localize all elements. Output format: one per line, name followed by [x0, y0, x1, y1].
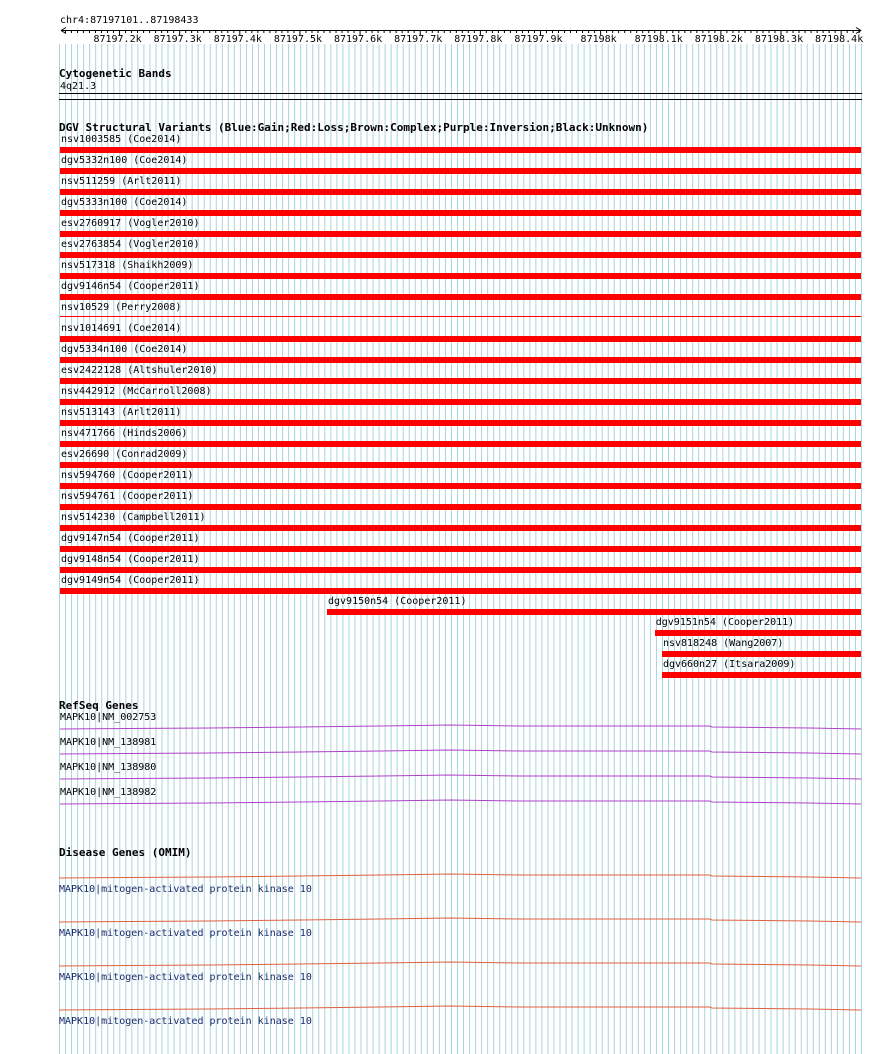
dgv-variant-label[interactable]: dgv9149n54 (Cooper2011): [61, 575, 200, 586]
dgv-variant-bar[interactable]: [60, 378, 861, 384]
omim-track-title: Disease Genes (OMIM): [59, 846, 192, 859]
cytoband-line-top: [59, 93, 862, 94]
dgv-variant-label[interactable]: nsv10529 (Perry2008): [61, 302, 182, 313]
omim-gene-path: [59, 962, 861, 966]
refseq-gene-label[interactable]: MAPK10|NM_138980: [60, 762, 157, 773]
dgv-variant-bar[interactable]: [60, 168, 861, 174]
refseq-gene-label[interactable]: MAPK10|NM_002753: [60, 712, 157, 723]
dgv-variant-bar[interactable]: [60, 231, 861, 237]
refseq-gene-path: [60, 750, 861, 754]
ruler-tick-label: 87197.8k: [454, 34, 503, 45]
dgv-variant-label[interactable]: dgv5333n100 (Coe2014): [61, 197, 188, 208]
dgv-variant-label[interactable]: dgv9151n54 (Cooper2011): [655, 617, 795, 628]
omim-gene-line[interactable]: [0, 1002, 890, 1012]
dgv-variant-bar[interactable]: [60, 316, 861, 317]
cytoband-line-bottom: [59, 99, 862, 100]
dgv-variant-label[interactable]: esv2760917 (Vogler2010): [61, 218, 200, 229]
dgv-variant-bar[interactable]: [60, 336, 861, 342]
dgv-variant-bar[interactable]: [60, 462, 861, 468]
dgv-variant-label[interactable]: nsv1003585 (Coe2014): [61, 134, 182, 145]
dgv-variant-bar[interactable]: [662, 651, 861, 657]
dgv-variant-label[interactable]: dgv5332n100 (Coe2014): [61, 155, 188, 166]
dgv-variant-label[interactable]: nsv818248 (Wang2007): [662, 638, 784, 649]
dgv-variant-bar[interactable]: [60, 567, 861, 573]
cytogenetic-bands-title: Cytogenetic Bands: [59, 67, 172, 80]
ruler-tick-label: 87198.4k: [815, 34, 864, 45]
dgv-variant-bar[interactable]: [60, 294, 861, 300]
dgv-variant-label[interactable]: nsv594760 (Cooper2011): [61, 470, 194, 481]
dgv-variant-label[interactable]: esv2422128 (Altshuler2010): [61, 365, 218, 376]
refseq-gene-line[interactable]: [0, 723, 890, 731]
omim-gene-label[interactable]: MAPK10|mitogen-activated protein kinase 10: [59, 884, 312, 895]
dgv-variant-label[interactable]: nsv511259 (Arlt2011): [61, 176, 182, 187]
dgv-variant-bar[interactable]: [60, 210, 861, 216]
ruler-tick-label: 87198.2k: [694, 34, 743, 45]
dgv-variant-label[interactable]: dgv9150n54 (Cooper2011): [328, 596, 467, 607]
dgv-variant-label[interactable]: esv2763854 (Vogler2010): [61, 239, 200, 250]
refseq-gene-line[interactable]: [0, 748, 890, 756]
dgv-variant-label[interactable]: dgv9148n54 (Cooper2011): [61, 554, 200, 565]
omim-gene-path: [59, 918, 861, 922]
dgv-variant-label[interactable]: dgv9146n54 (Cooper2011): [61, 281, 200, 292]
dgv-variant-bar[interactable]: [60, 483, 861, 489]
ruler-tick-label: 87197.6k: [333, 34, 383, 45]
dgv-variant-bar[interactable]: [60, 147, 861, 153]
refseq-track-title: RefSeq Genes: [59, 699, 139, 712]
refseq-gene-path: [60, 725, 861, 729]
omim-gene-label[interactable]: MAPK10|mitogen-activated protein kinase 10: [59, 972, 312, 983]
refseq-gene-line[interactable]: [0, 773, 890, 781]
dgv-variant-label[interactable]: nsv442912 (McCarroll2008): [61, 386, 212, 397]
ruler-tick-label: 87197.5k: [273, 34, 323, 45]
omim-gene-line[interactable]: [0, 870, 890, 880]
ruler-tick-label: 87197.7k: [394, 34, 443, 45]
dgv-variant-label[interactable]: esv26690 (Conrad2009): [61, 449, 188, 460]
dgv-variant-bar[interactable]: [60, 504, 861, 510]
dgv-variant-label[interactable]: nsv513143 (Arlt2011): [61, 407, 182, 418]
dgv-variant-label[interactable]: nsv517318 (Shaikh2009): [61, 260, 194, 271]
dgv-variant-bar[interactable]: [60, 189, 861, 195]
refseq-gene-label[interactable]: MAPK10|NM_138982: [60, 787, 157, 798]
dgv-variant-label[interactable]: nsv471766 (Hinds2006): [61, 428, 188, 439]
dgv-variant-bar[interactable]: [327, 609, 861, 615]
omim-gene-line[interactable]: [0, 958, 890, 968]
dgv-variant-bar[interactable]: [60, 252, 861, 258]
dgv-variant-bar[interactable]: [662, 672, 861, 678]
dgv-track-title: DGV Structural Variants (Blue:Gain;Red:Loss;Brown:Complex;Purple:Inversion;Black:Unknown): [59, 121, 649, 134]
dgv-variant-bar[interactable]: [60, 525, 861, 531]
ruler-tick-label: 87197.9k: [514, 34, 563, 45]
omim-gene-path: [59, 1006, 861, 1010]
refseq-gene-line[interactable]: [0, 798, 890, 806]
dgv-variant-bar[interactable]: [655, 630, 861, 636]
omim-gene-label[interactable]: MAPK10|mitogen-activated protein kinase 10: [59, 928, 312, 939]
dgv-variant-label[interactable]: nsv514230 (Campbell2011): [61, 512, 206, 523]
dgv-variant-label[interactable]: nsv1014691 (Coe2014): [61, 323, 182, 334]
omim-gene-line[interactable]: [0, 914, 890, 924]
ruler-tick-label: 87198.1k: [634, 34, 683, 45]
ruler-tick-label: 87198.3k: [754, 34, 804, 45]
dgv-variant-bar[interactable]: [60, 546, 861, 552]
refseq-gene-label[interactable]: MAPK10|NM_138981: [60, 737, 157, 748]
dgv-variant-bar[interactable]: [60, 441, 861, 447]
ruler-location: chr4:87197101..87198433: [60, 15, 199, 26]
dgv-variant-label[interactable]: dgv5334n100 (Coe2014): [61, 344, 188, 355]
omim-gene-label[interactable]: MAPK10|mitogen-activated protein kinase 10: [59, 1016, 312, 1027]
dgv-variant-label[interactable]: nsv594761 (Cooper2011): [61, 491, 194, 502]
cytoband-value: 4q21.3: [60, 81, 97, 92]
refseq-gene-path: [60, 775, 861, 779]
dgv-variant-label[interactable]: dgv9147n54 (Cooper2011): [61, 533, 200, 544]
ruler-tick-label: 87197.4k: [213, 34, 262, 45]
dgv-variant-bar[interactable]: [60, 273, 861, 279]
dgv-variant-bar[interactable]: [60, 420, 861, 426]
dgv-variant-label[interactable]: dgv660n27 (Itsara2009): [662, 659, 796, 670]
ruler-tick-label: 87198k: [580, 34, 617, 45]
dgv-variant-bar[interactable]: [60, 399, 861, 405]
refseq-gene-path: [60, 800, 861, 804]
dgv-variant-bar[interactable]: [60, 588, 861, 594]
dgv-variant-bar[interactable]: [60, 357, 861, 363]
ruler-tick-label: 87197.2k: [93, 34, 142, 45]
ruler-tick-label: 87197.3k: [153, 34, 202, 45]
omim-gene-path: [59, 874, 861, 878]
